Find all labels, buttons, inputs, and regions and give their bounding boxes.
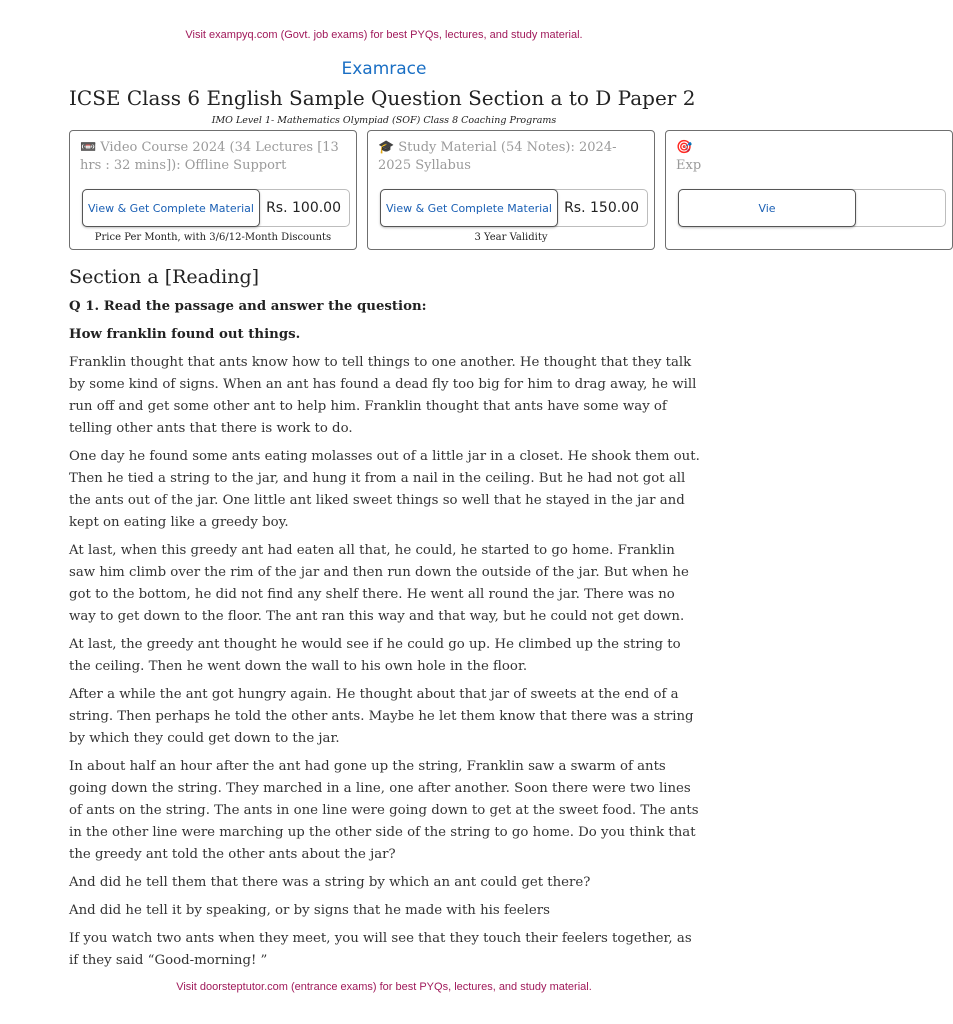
page-title: ICSE Class 6 English Sample Question Section a to D Paper 2 [69, 86, 696, 110]
passage-paragraph: And did he tell it by speaking, or by signs that he made with his feelers [69, 903, 550, 918]
view-complete-material-button[interactable]: View & Get Complete Material [380, 189, 558, 227]
top-promo-banner[interactable]: Visit exampyq.com (Govt. job exams) for best PYQs, lectures, and study material. [185, 29, 583, 41]
card-heading-text: Exp [676, 158, 702, 173]
passage-title: How franklin found out things. [69, 327, 301, 342]
third-offer-card [665, 130, 953, 250]
video-course-card [69, 130, 357, 250]
passage-paragraph: At last, the greedy ant thought he would see if he could go up. He climbed up the string to the ceiling. Then he went down the wall to his own hole in the floor. [69, 637, 681, 674]
passage-paragraph: In about half an hour after the ant had gone up the string, Franklin saw a swarm of ants going down the string. They marched in a line, one after another. Soon there were two lines of ants on the string. The ants in one line were going down to get at the sweet food. The ants in the other line were marching up the other side of the string to go home. Do you think that the greedy ant told the other ants about the jar? [69, 759, 699, 862]
view-complete-material-button[interactable]: View & Get Complete Material [82, 189, 260, 227]
question-text: Q 1. Read the passage and answer the question: [69, 299, 427, 314]
card-footer-note: Price Per Month, with 3/6/12-Month Discounts [94, 232, 332, 243]
page-subtitle[interactable]: IMO Level 1- Mathematics Olympiad (SOF) Class 8 Coaching Programs [211, 115, 557, 126]
view-complete-material-button[interactable]: Vie [678, 189, 856, 227]
card-price-row [82, 189, 350, 227]
card-heading[interactable] [80, 139, 348, 175]
passage-paragraph: If you watch two ants when they meet, you will see that they touch their feelers together, as if they said “Good-morning! ” [69, 931, 692, 968]
section-heading: Section a [Reading] [69, 266, 260, 288]
passage-paragraph: After a while the ant got hungry again. He thought about that jar of sweets at the end of a string. Then perhaps he told the other ants. Maybe he let them know that there was a string by which they could get down to the jar. [69, 687, 694, 746]
target-icon: 🎯 [676, 140, 693, 155]
card-heading[interactable] [676, 139, 944, 175]
card-price-row [380, 189, 648, 227]
video-course-icon: 📼 [80, 140, 97, 155]
passage-paragraph: Franklin thought that ants know how to tell things to one another. He thought that they talk by some kind of signs. When an ant has found a dead fly too big for him to drag away, he will run off and get some other ant to help him. Franklin thought that ants have some way of telling other ants that there is work to do. [69, 355, 697, 436]
site-brand-link[interactable]: Examrace [341, 59, 427, 79]
card-footer-note: 3 Year Validity [474, 232, 548, 243]
passage-paragraph: One day he found some ants eating molasses out of a little jar in a closet. He shook them out. Then he tied a string to the jar, and hung it from a nail in the ceiling. But he had not got all the ants out of the jar. One little ant liked sweet things so well that he stayed in the jar and kept on eating like a greedy boy. [69, 449, 700, 530]
card-heading[interactable] [378, 139, 646, 175]
card-price: Rs. 150.00 [564, 200, 639, 216]
study-material-card [367, 130, 655, 250]
passage-content [69, 296, 701, 978]
graduation-cap-icon: 🎓 [378, 140, 395, 155]
card-price-row [678, 189, 946, 227]
passage-paragraph: And did he tell them that there was a string by which an ant could get there? [69, 875, 591, 890]
bottom-promo-banner[interactable]: Visit doorsteptutor.com (entrance exams) for best PYQs, lectures, and study material. [176, 981, 592, 993]
card-heading-text: Study Material (54 Notes): 2024-2025 Syllabus [378, 140, 617, 173]
card-price: Rs. 100.00 [266, 200, 341, 216]
course-cards-strip [69, 130, 776, 252]
passage-paragraph: At last, when this greedy ant had eaten all that, he could, he started to go home. Franklin saw him climb over the rim of the jar and then run down the outside of the jar. But when he got to the bottom, he did not find any shelf there. He went all round the jar. There was no way to get down to the floor. The ant ran this way and that way, but he could not get down. [69, 543, 689, 624]
card-heading-text: Video Course 2024 (34 Lectures [13 hrs : 32 mins]): Offline Support [80, 140, 339, 173]
